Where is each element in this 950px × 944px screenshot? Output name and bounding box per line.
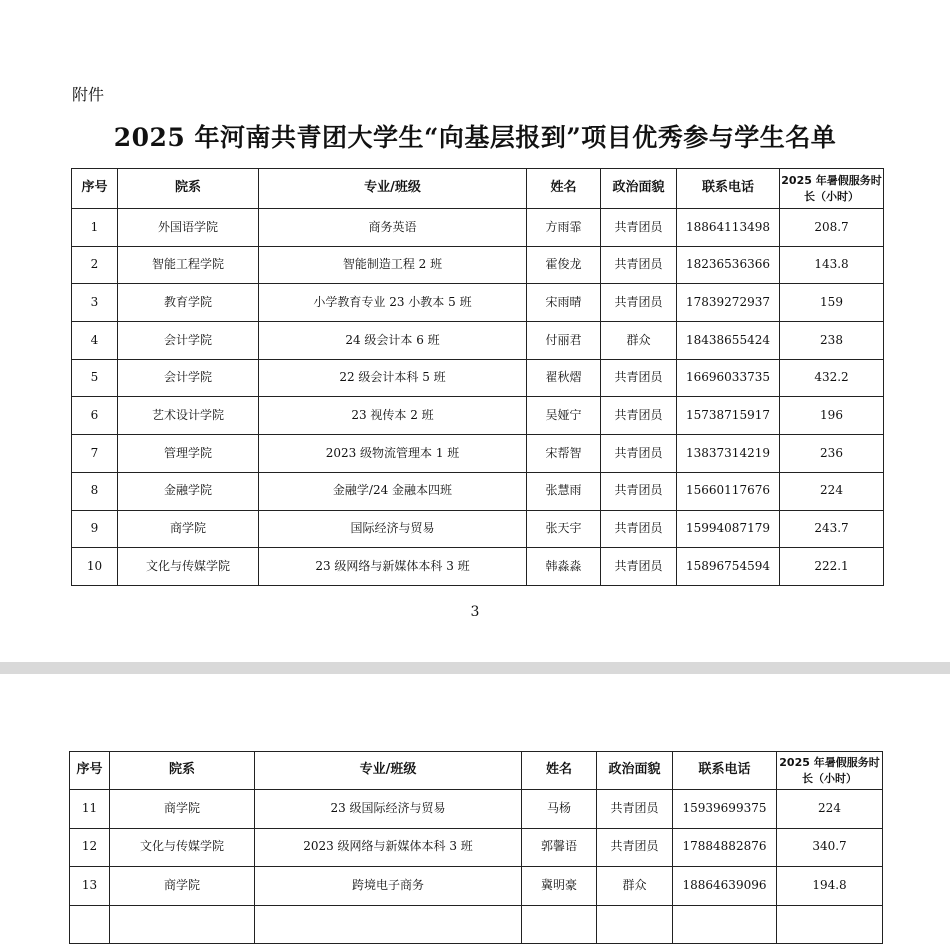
cell-col-name: 吴娅宁 bbox=[527, 397, 601, 435]
cell-col-political-status: 共青团员 bbox=[601, 284, 677, 322]
table-row bbox=[72, 472, 884, 510]
cell-col-service-hours: 432.2 bbox=[780, 359, 884, 397]
cell-col-service-hours: 143.8 bbox=[780, 246, 884, 284]
table-row bbox=[70, 905, 883, 944]
cell-col-service-hours: 208.7 bbox=[780, 209, 884, 247]
cell-col-phone: 13837314219 bbox=[677, 435, 780, 473]
cell-col-major-class: 23 视传本 2 班 bbox=[259, 397, 527, 435]
header-col-service-hours: 2025 年暑假服务时长（小时） bbox=[780, 169, 884, 209]
cell-col-major-class: 2023 级网络与新媒体本科 3 班 bbox=[255, 828, 522, 867]
cell-col-service-hours: 196 bbox=[780, 397, 884, 435]
header-col-index: 序号 bbox=[72, 169, 118, 209]
cell-col-phone: 18236536366 bbox=[677, 246, 780, 284]
cell-col-name: 张慧雨 bbox=[527, 472, 601, 510]
table-row bbox=[72, 397, 884, 435]
cell-col-index: 8 bbox=[72, 472, 118, 510]
table-row bbox=[72, 209, 884, 247]
cell-col-major-class: 2023 级物流管理本 1 班 bbox=[259, 435, 527, 473]
cell-col-name: 张天宇 bbox=[527, 510, 601, 548]
cell-col-political-status: 共青团员 bbox=[601, 397, 677, 435]
cell-col-phone: 17839272937 bbox=[677, 284, 780, 322]
table-header-row bbox=[72, 169, 884, 209]
cell-col-department: 管理学院 bbox=[118, 435, 259, 473]
cell-col-political-status: 共青团员 bbox=[601, 510, 677, 548]
cell-col-phone: 15896754594 bbox=[677, 548, 780, 586]
student-list-table bbox=[71, 168, 884, 586]
cell-col-major-class: 国际经济与贸易 bbox=[259, 510, 527, 548]
cell-col-index: 5 bbox=[72, 359, 118, 397]
cell-col-major-class: 小学教育专业 23 小教本 5 班 bbox=[259, 284, 527, 322]
header-col-service-hours: 2025 年暑假服务时长（小时） bbox=[777, 752, 883, 790]
cell-col-department: 艺术设计学院 bbox=[118, 397, 259, 435]
cell-col-political-status: 共青团员 bbox=[597, 828, 673, 867]
cell-col-political-status: 群众 bbox=[601, 322, 677, 360]
cell-col-name: 冀明豪 bbox=[522, 867, 597, 906]
cell-col-department: 智能工程学院 bbox=[118, 246, 259, 284]
cell-col-index: 10 bbox=[72, 548, 118, 586]
cell-col-index: 9 bbox=[72, 510, 118, 548]
cell-col-major-class: 跨境电子商务 bbox=[255, 867, 522, 906]
table-row bbox=[72, 322, 884, 360]
header-col-index: 序号 bbox=[70, 752, 110, 790]
cell-col-service-hours: 222.1 bbox=[780, 548, 884, 586]
cell-col-major-class: 24 级会计本 6 班 bbox=[259, 322, 527, 360]
cell-col-political-status bbox=[597, 905, 673, 944]
header-col-major-class: 专业/班级 bbox=[259, 169, 527, 209]
cell-col-department: 教育学院 bbox=[118, 284, 259, 322]
cell-col-index: 12 bbox=[70, 828, 110, 867]
cell-col-major-class: 商务英语 bbox=[259, 209, 527, 247]
document-title: 2025 年河南共青团大学生“向基层报到”项目优秀参与学生名单 bbox=[113, 123, 837, 152]
cell-col-name: 韩淼淼 bbox=[527, 548, 601, 586]
cell-col-major-class: 23 级国际经济与贸易 bbox=[255, 790, 522, 829]
cell-col-service-hours: 159 bbox=[780, 284, 884, 322]
cell-col-name: 付丽君 bbox=[527, 322, 601, 360]
cell-col-phone bbox=[673, 905, 777, 944]
cell-col-political-status: 共青团员 bbox=[601, 435, 677, 473]
cell-col-major-class: 金融学/24 金融本四班 bbox=[259, 472, 527, 510]
table-row bbox=[72, 510, 884, 548]
document-page-2 bbox=[0, 674, 950, 923]
cell-col-political-status: 共青团员 bbox=[601, 359, 677, 397]
cell-col-name: 翟秋熠 bbox=[527, 359, 601, 397]
cell-col-political-status: 共青团员 bbox=[601, 246, 677, 284]
cell-col-political-status: 共青团员 bbox=[601, 472, 677, 510]
header-col-political-status: 政治面貌 bbox=[597, 752, 673, 790]
header-col-name: 姓名 bbox=[522, 752, 597, 790]
cell-col-service-hours: 340.7 bbox=[777, 828, 883, 867]
cell-col-department: 外国语学院 bbox=[118, 209, 259, 247]
cell-col-phone: 15738715917 bbox=[677, 397, 780, 435]
cell-col-department: 金融学院 bbox=[118, 472, 259, 510]
cell-col-index: 4 bbox=[72, 322, 118, 360]
cell-col-service-hours: 238 bbox=[780, 322, 884, 360]
header-col-phone: 联系电话 bbox=[673, 752, 777, 790]
cell-col-phone: 17884882876 bbox=[673, 828, 777, 867]
cell-col-phone: 15939699375 bbox=[673, 790, 777, 829]
cell-col-major-class: 22 级会计本科 5 班 bbox=[259, 359, 527, 397]
cell-col-major-class: 23 级网络与新媒体本科 3 班 bbox=[259, 548, 527, 586]
student-list-table-continued bbox=[69, 751, 883, 944]
cell-col-name: 宋帮智 bbox=[527, 435, 601, 473]
cell-col-department: 会计学院 bbox=[118, 359, 259, 397]
cell-col-phone: 18864113498 bbox=[677, 209, 780, 247]
cell-col-index bbox=[70, 905, 110, 944]
cell-col-major-class: 智能制造工程 2 班 bbox=[259, 246, 527, 284]
cell-col-department bbox=[110, 905, 255, 944]
page-separator bbox=[0, 662, 950, 674]
cell-col-index: 2 bbox=[72, 246, 118, 284]
cell-col-department: 会计学院 bbox=[118, 322, 259, 360]
header-col-political-status: 政治面貌 bbox=[601, 169, 677, 209]
cell-col-department: 文化与传媒学院 bbox=[118, 548, 259, 586]
cell-col-phone: 18438655424 bbox=[677, 322, 780, 360]
cell-col-phone: 18864639096 bbox=[673, 867, 777, 906]
cell-col-political-status: 群众 bbox=[597, 867, 673, 906]
cell-col-index: 6 bbox=[72, 397, 118, 435]
table-row bbox=[72, 246, 884, 284]
page-number: 3 bbox=[470, 604, 480, 620]
cell-col-phone: 16696033735 bbox=[677, 359, 780, 397]
cell-col-name bbox=[522, 905, 597, 944]
cell-col-service-hours: 224 bbox=[780, 472, 884, 510]
cell-col-name: 马杨 bbox=[522, 790, 597, 829]
table-row bbox=[72, 359, 884, 397]
table-header-row bbox=[70, 752, 883, 790]
cell-col-index: 3 bbox=[72, 284, 118, 322]
header-col-department: 院系 bbox=[110, 752, 255, 790]
cell-col-department: 商学院 bbox=[110, 867, 255, 906]
cell-col-service-hours bbox=[777, 905, 883, 944]
cell-col-major-class bbox=[255, 905, 522, 944]
cell-col-department: 文化与传媒学院 bbox=[110, 828, 255, 867]
table-row bbox=[70, 790, 883, 829]
cell-col-department: 商学院 bbox=[118, 510, 259, 548]
cell-col-political-status: 共青团员 bbox=[601, 209, 677, 247]
cell-col-index: 11 bbox=[70, 790, 110, 829]
cell-col-political-status: 共青团员 bbox=[601, 548, 677, 586]
cell-col-phone: 15660117676 bbox=[677, 472, 780, 510]
table-row bbox=[72, 284, 884, 322]
cell-col-name: 宋雨晴 bbox=[527, 284, 601, 322]
table-body bbox=[70, 790, 883, 944]
header-col-phone: 联系电话 bbox=[677, 169, 780, 209]
cell-col-political-status: 共青团员 bbox=[597, 790, 673, 829]
table-row bbox=[70, 867, 883, 906]
cell-col-service-hours: 243.7 bbox=[780, 510, 884, 548]
header-col-name: 姓名 bbox=[527, 169, 601, 209]
table-body bbox=[72, 209, 884, 586]
cell-col-name: 方雨霏 bbox=[527, 209, 601, 247]
table-row bbox=[72, 548, 884, 586]
cell-col-index: 7 bbox=[72, 435, 118, 473]
cell-col-department: 商学院 bbox=[110, 790, 255, 829]
cell-col-service-hours: 236 bbox=[780, 435, 884, 473]
table-row bbox=[70, 828, 883, 867]
attachment-label: 附件 bbox=[72, 85, 105, 104]
cell-col-name: 霍俊龙 bbox=[527, 246, 601, 284]
table-row bbox=[72, 435, 884, 473]
cell-col-phone: 15994087179 bbox=[677, 510, 780, 548]
header-col-major-class: 专业/班级 bbox=[255, 752, 522, 790]
cell-col-index: 13 bbox=[70, 867, 110, 906]
header-col-department: 院系 bbox=[118, 169, 259, 209]
cell-col-index: 1 bbox=[72, 209, 118, 247]
cell-col-service-hours: 194.8 bbox=[777, 867, 883, 906]
cell-col-name: 郭馨语 bbox=[522, 828, 597, 867]
cell-col-service-hours: 224 bbox=[777, 790, 883, 829]
